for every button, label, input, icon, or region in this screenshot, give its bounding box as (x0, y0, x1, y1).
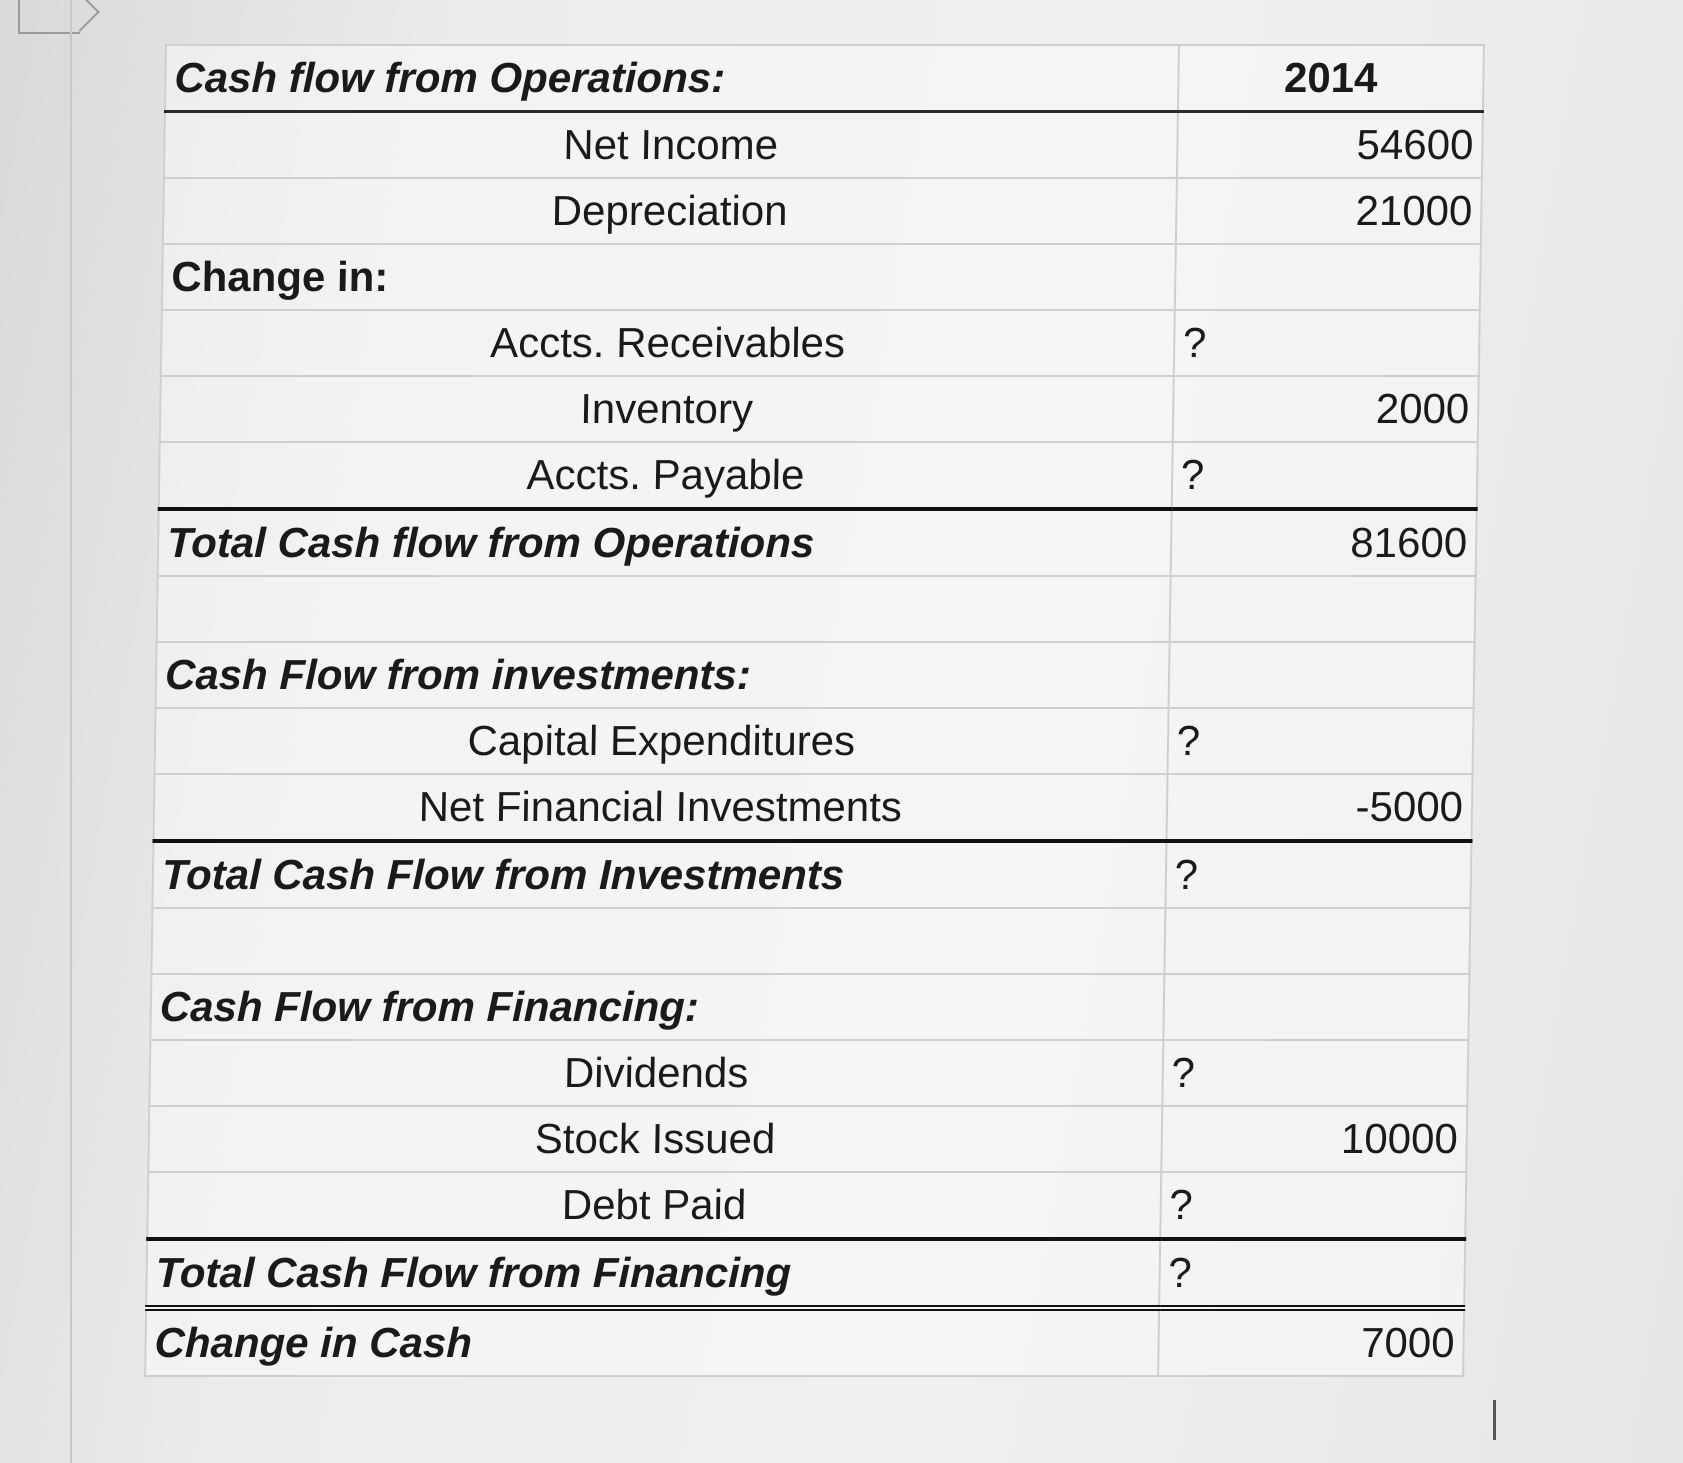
row-label: Accts. Payable (159, 442, 1173, 509)
row-value: ? (1173, 310, 1479, 376)
table-row (147, 1172, 1466, 1239)
row-value: 2000 (1172, 376, 1478, 442)
row-value: 54600 (1177, 112, 1483, 179)
table-row (162, 244, 1481, 310)
row-value: ? (1171, 442, 1477, 509)
row-value: 10000 (1161, 1106, 1467, 1172)
row-label: Change in: (162, 244, 1176, 310)
table-row (156, 642, 1475, 708)
table-row (160, 376, 1479, 442)
table-row-total (152, 841, 1471, 908)
row-label: Net Income (164, 112, 1178, 179)
table-row-empty (157, 576, 1476, 642)
column-guide-line (70, 0, 72, 1463)
row-label: Net Financial Investments (153, 774, 1167, 841)
header-label: Cash flow from Operations: (165, 45, 1179, 112)
table-row-empty (151, 908, 1470, 974)
row-value: -5000 (1166, 774, 1472, 841)
table-row (164, 112, 1483, 179)
row-label (157, 576, 1171, 642)
row-label: Inventory (160, 376, 1174, 442)
row-value: ? (1165, 841, 1471, 908)
row-value: 81600 (1170, 509, 1476, 576)
row-value (1174, 244, 1480, 310)
row-value: ? (1160, 1172, 1466, 1239)
row-value: 21000 (1175, 178, 1481, 244)
row-value (1168, 642, 1474, 708)
table-row-grand-total (145, 1308, 1464, 1376)
row-label: Total Cash flow from Operations (158, 509, 1172, 576)
table-row (163, 178, 1482, 244)
row-value: ? (1162, 1040, 1468, 1106)
row-label: Stock Issued (148, 1106, 1162, 1172)
row-label: Total Cash Flow from Investments (152, 841, 1166, 908)
table-row (148, 1106, 1467, 1172)
table-row (153, 774, 1472, 841)
row-value (1163, 974, 1469, 1040)
table-row (155, 708, 1474, 774)
row-value: ? (1167, 708, 1473, 774)
row-label: Cash Flow from Financing: (150, 974, 1164, 1040)
table-row (161, 310, 1480, 376)
row-label: Capital Expenditures (155, 708, 1169, 774)
table-header-row (165, 45, 1484, 112)
text-cursor (1493, 1400, 1496, 1440)
header-year: 2014 (1178, 45, 1484, 112)
row-label: Depreciation (163, 178, 1177, 244)
table-row (149, 1040, 1468, 1106)
table-row-total (158, 509, 1477, 576)
row-label: Total Cash Flow from Financing (146, 1239, 1160, 1308)
row-value (1164, 908, 1470, 974)
row-label: Accts. Receivables (161, 310, 1175, 376)
row-label (151, 908, 1165, 974)
row-label: Change in Cash (145, 1308, 1159, 1376)
table-row-total (146, 1239, 1465, 1308)
row-value (1169, 576, 1475, 642)
table-row (150, 974, 1469, 1040)
row-label: Dividends (149, 1040, 1163, 1106)
table-row (159, 442, 1478, 509)
cash-flow-table (144, 44, 1485, 1377)
row-value: 7000 (1158, 1308, 1464, 1376)
row-label: Debt Paid (147, 1172, 1161, 1239)
row-label: Cash Flow from investments: (156, 642, 1170, 708)
row-value: ? (1159, 1239, 1465, 1308)
